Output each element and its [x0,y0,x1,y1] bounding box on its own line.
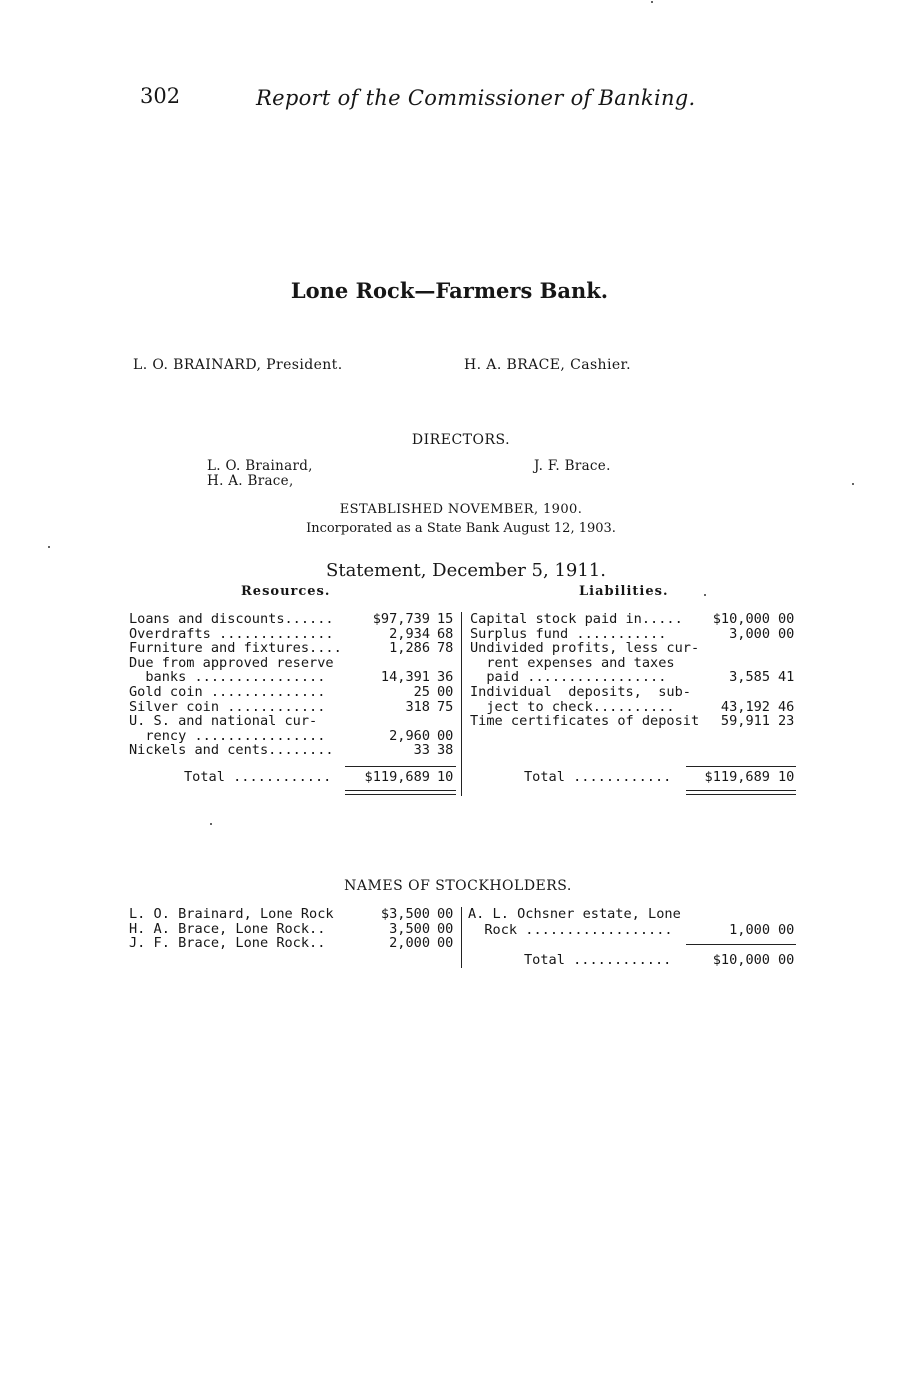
stockholders-total-rule [686,944,796,945]
stockholder-row-dollars: 2,000 [389,935,430,952]
total-dollars: $10,000 [712,952,770,968]
stockholder-row-dollars: 1,000 [729,922,770,938]
resource-row-label: Silver coin ............ [129,698,326,715]
resource-row-label: Loans and discounts...... [129,611,334,627]
stockholder-row-cents: 00 [778,922,795,938]
stockholders-heading: NAMES OF STOCKHOLDERS. [344,878,572,894]
total-cents: 10 [778,769,795,785]
stockholder-row-label: A. L. Ochsner estate, Lone [468,906,681,922]
total-label: Total ............ [184,769,332,785]
page-number: 302 [140,84,181,108]
stockholder-row-label: L. O. Brainard, Lone Rock [129,906,334,922]
liability-row-cents: 46 [778,698,795,715]
resource-row-label: Furniture and fixtures.... [129,640,342,657]
total-dollars: $119,689 [704,769,770,785]
liability-row-cents: 00 [778,611,795,627]
liability-row-dollars: 3,585 [729,669,770,686]
scan-speck [852,483,854,485]
liability-row-cents: 41 [778,669,795,686]
resources-heading: Resources. [241,584,331,599]
stockholder-row-label: J. F. Brace, Lone Rock.. [129,935,326,952]
resource-row-label: Nickels and cents........ [129,742,334,759]
liability-row-dollars: 3,000 [729,625,770,642]
director-name: L. O. Brainard, [207,458,313,474]
bank-title: Lone Rock—Farmers Bank. [290,278,609,303]
stockholder-row-label: Rock .................. [468,922,673,938]
cashier: H. A. BRACE, Cashier. [464,357,631,373]
total-dollars: $119,689 [364,769,430,785]
total-cents: 10 [437,769,454,785]
liabilities-total-rule [686,766,796,767]
resource-row-cents: 78 [437,640,454,657]
resources-total-double-rule [345,790,456,791]
established-line: ESTABLISHED NOVEMBER, 1900. [339,502,583,517]
liability-row-cents: 00 [778,625,795,642]
resource-row-label: U. S. and national cur- [129,713,318,730]
director-name: H. A. Brace, [207,473,294,489]
liability-row-label: Surplus fund ........... [470,625,667,642]
scan-speck [651,1,653,3]
liability-row-label: Undivided profits, less cur- [470,640,700,657]
liabilities-total-double-rule [686,794,796,795]
liability-row-label: Individual deposits, sub- [470,684,691,700]
liability-row-cents: 23 [778,713,795,730]
resource-row-cents: 00 [437,684,454,700]
liability-row-dollars: 43,192 [720,698,770,715]
stockholder-row-cents: 00 [437,920,454,937]
stockholder-row-cents: 00 [437,906,454,922]
liability-row-label: paid ................. [470,669,667,686]
running-title: Report of the Commissioner of Banking. [256,86,696,110]
resource-row-cents: 00 [437,727,454,744]
stockholder-row-cents: 00 [437,935,454,952]
liability-row-label: rent expenses and taxes [470,654,675,671]
stockholder-row-dollars: $3,500 [380,906,430,922]
liability-row-label: Capital stock paid in..... [470,611,683,627]
resource-row-label: banks ................ [129,669,326,686]
resource-row-label: Overdrafts .............. [129,625,334,642]
scan-speck [210,823,212,825]
resource-row-dollars: 25 [413,684,430,700]
resource-row-dollars: 33 [413,742,430,759]
resource-row-label: Due from approved reserve [129,654,334,671]
liability-row-label: Time certificates of deposit [470,713,700,730]
resource-row-cents: 68 [437,625,454,642]
column-divider [461,612,462,796]
resources-total-double-rule [345,794,456,795]
total-label: Total ............ [524,769,672,785]
liability-row-label: ject to check.......... [470,698,675,715]
director-name: J. F. Brace. [534,458,611,474]
resource-row-cents: 38 [437,742,454,759]
stockholders-divider [461,907,462,968]
directors-heading: DIRECTORS. [411,432,511,448]
resource-row-dollars: $97,739 [372,611,430,627]
resource-row-dollars: 2,934 [389,625,430,642]
resource-row-label: Gold coin .............. [129,684,326,700]
incorporated-line: Incorporated as a State Bank August 12, 1903. [306,521,616,536]
liability-row-dollars: $10,000 [712,611,770,627]
liability-row-dollars: 59,911 [720,713,770,730]
resource-row-dollars: 2,960 [389,727,430,744]
resource-row-label: rency ................ [129,727,326,744]
resource-row-dollars: 14,391 [380,669,430,686]
scan-speck [704,594,706,596]
stockholder-row-label: H. A. Brace, Lone Rock.. [129,920,326,937]
total-cents: 00 [778,952,795,968]
resource-row-cents: 15 [437,611,454,627]
liabilities-total-double-rule [686,790,796,791]
scan-speck [48,546,50,548]
stockholder-row-dollars: 3,500 [389,920,430,937]
resource-row-dollars: 318 [405,698,430,715]
liabilities-heading: Liabilities. [579,584,669,599]
resource-row-dollars: 1,286 [389,640,430,657]
president: L. O. BRAINARD, President. [133,357,343,373]
statement-title: Statement, December 5, 1911. [326,560,606,581]
resource-row-cents: 36 [437,669,454,686]
total-label: Total ............ [524,952,672,968]
resource-row-cents: 75 [437,698,454,715]
resources-total-rule [345,766,456,767]
